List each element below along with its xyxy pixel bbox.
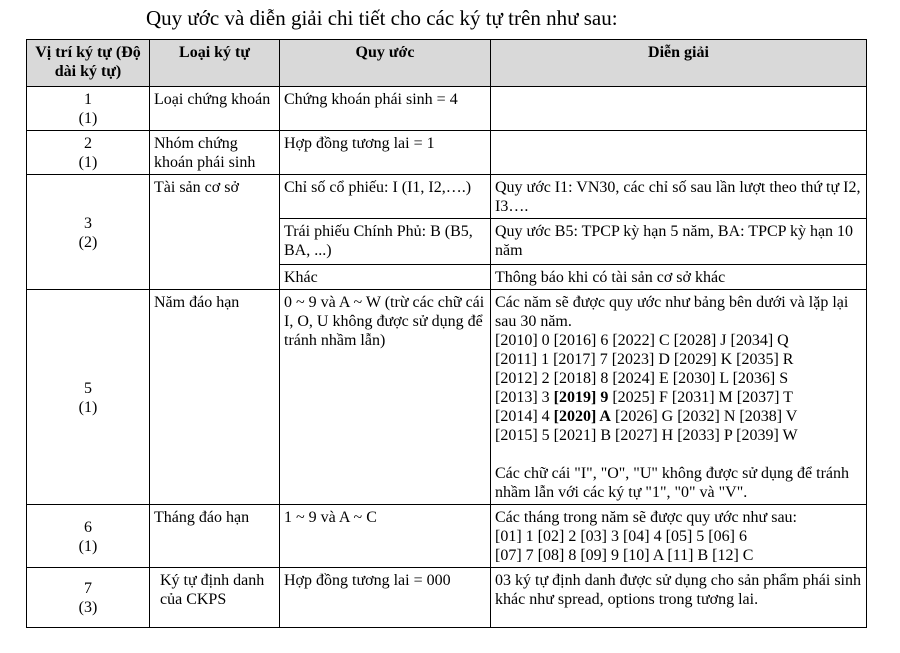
table-row	[27, 87, 867, 131]
month-intro: Các tháng trong năm sẽ được quy ước như sau:	[495, 509, 797, 526]
type-cell: Tài sản cơ sở	[150, 175, 280, 290]
position-cell	[27, 290, 150, 505]
year-line: [2015] 5 [2021] B [2027] H [2033] P [2039] W	[495, 427, 798, 444]
year-segment: [2013] 3	[495, 389, 554, 406]
year-line: [2010] 0 [2016] 6 [2022] C [2028] J [2034] Q	[495, 332, 789, 349]
type-cell: Nhóm chứng khoán phái sinh	[150, 131, 280, 175]
explanation-cell: 03 ký tự định danh được sử dụng cho sản phẩm phái sinh khác như spread, options trong tương lai.	[491, 568, 867, 628]
year-segment: [2014] 4	[495, 408, 554, 425]
position-number: 1	[84, 91, 92, 108]
position-length: (1)	[78, 154, 98, 171]
explanation-cell: Quy ước I1: VN30, các chỉ số sau lần lượt theo thứ tự I2, I3….	[491, 175, 867, 219]
month-line: [07] 7 [08] 8 [09] 9 [10] A [11] B [12] C	[495, 547, 754, 564]
year-line	[495, 407, 862, 426]
year-segment: [2026] G [2032] N [2038] V	[610, 408, 798, 425]
table-row	[27, 290, 867, 505]
year-line: [2012] 2 [2018] 8 [2024] E [2030] L [2036] S	[495, 370, 789, 387]
year-segment: [2025] F [2031] M [2037] T	[608, 389, 793, 406]
convention-cell: Hợp đồng tương lai = 1	[280, 131, 491, 175]
position-length: (2)	[78, 233, 98, 251]
position-number: 7	[84, 580, 92, 597]
position-length: (3)	[78, 599, 98, 616]
year-note: Các chữ cái "I", "O", "U" không được sử dụng để tránh nhầm lẫn với các ký tự "1", "0" và "V".	[495, 465, 850, 501]
explanation-cell	[491, 87, 867, 131]
type-cell: Tháng đáo hạn	[150, 505, 280, 568]
convention-cell: 1 ~ 9 và A ~ C	[280, 505, 491, 568]
month-line: [01] 1 [02] 2 [03] 3 [04] 4 [05] 5 [06] 6	[495, 528, 747, 545]
type-cell: Loại chứng khoán	[150, 87, 280, 131]
position-cell	[27, 87, 150, 131]
header-type: Loại ký tự	[150, 40, 280, 87]
position-cell	[27, 505, 150, 568]
type-text: Ký tự định danh của CKPS	[160, 572, 265, 608]
position-length: (1)	[78, 110, 98, 127]
year-intro: Các năm sẽ được quy ước như bảng bên dưới và lặp lại sau 30 năm.	[495, 294, 849, 330]
convention-cell: 0 ~ 9 và A ~ W (trừ các chữ cái I, O, U không được sử dụng để tránh nhầm lẫn)	[280, 290, 491, 505]
position-length: (1)	[78, 537, 98, 555]
position-number: 2	[84, 135, 92, 152]
position-cell	[27, 131, 150, 175]
header-explanation: Diễn giải	[491, 40, 867, 87]
year-segment-current: [2019] 9	[553, 389, 609, 406]
position-cell	[27, 568, 150, 628]
symbol-convention-table	[26, 39, 867, 628]
year-line: [2011] 1 [2017] 7 [2023] D [2029] K [2035] R	[495, 351, 794, 368]
header-convention: Quy ước	[280, 40, 491, 87]
type-cell: Năm đáo hạn	[150, 290, 280, 505]
convention-cell: Chỉ số cổ phiếu: I (I1, I2,….)	[280, 175, 491, 219]
convention-cell: Chứng khoán phái sinh = 4	[280, 87, 491, 131]
table-row	[27, 505, 867, 568]
position-number: 5	[84, 379, 92, 397]
convention-cell: Hợp đồng tương lai = 000	[280, 568, 491, 628]
explanation-cell: Quy ước B5: TPCP kỳ hạn 5 năm, BA: TPCP kỳ hạn 10 năm	[491, 219, 867, 265]
explanation-cell	[491, 290, 867, 505]
table-header-row	[27, 40, 867, 87]
page-heading: Quy ước và diễn giải chi tiết cho các ký tự trên như sau:	[146, 6, 618, 30]
position-number: 3	[84, 214, 92, 232]
year-line	[495, 388, 862, 407]
header-position: Vị trí ký tự (Độ dài ký tự)	[27, 40, 150, 87]
convention-cell: Trái phiếu Chính Phủ: B (B5, BA, ...)	[280, 219, 491, 265]
type-cell	[150, 568, 280, 628]
position-number: 6	[84, 518, 92, 536]
position-cell	[27, 175, 150, 290]
year-segment-current: [2020] A	[553, 408, 611, 425]
table-row	[27, 175, 867, 219]
explanation-cell	[491, 131, 867, 175]
table-row	[27, 568, 867, 628]
explanation-cell: Thông báo khi có tài sản cơ sở khác	[491, 265, 867, 290]
table-row	[27, 131, 867, 175]
convention-cell: Khác	[280, 265, 491, 290]
explanation-cell	[491, 505, 867, 568]
position-length: (1)	[78, 398, 98, 416]
